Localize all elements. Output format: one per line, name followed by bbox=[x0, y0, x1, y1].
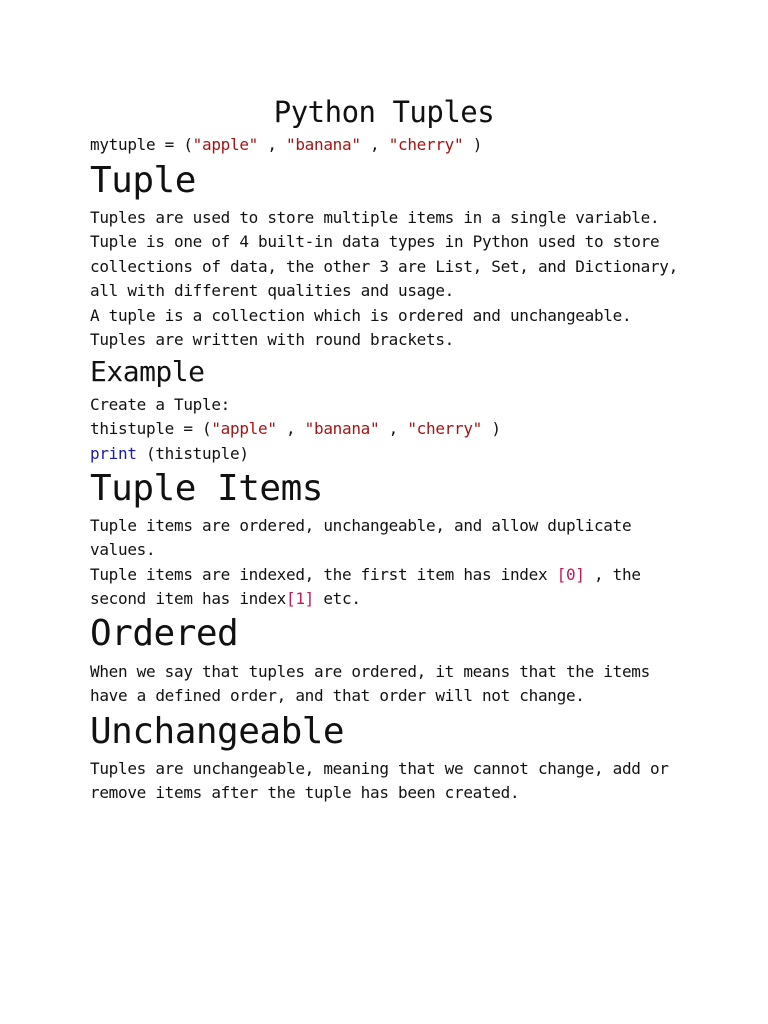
print-keyword: print bbox=[90, 443, 137, 463]
separator: , bbox=[258, 135, 287, 154]
example-caption: Create a Tuple: bbox=[90, 395, 230, 414]
paragraph-line: have a defined order, and that order will not change. bbox=[90, 686, 585, 706]
code-close: ) bbox=[482, 419, 501, 439]
section-heading-example: Example bbox=[90, 355, 205, 388]
paragraph-line: remove items after the tuple has been created. bbox=[90, 783, 520, 803]
section-heading-tuple-items: Tuple Items bbox=[90, 468, 323, 509]
tuple-items-body bbox=[90, 514, 690, 612]
paragraph-line: Tuple is one of 4 built-in data types in Python used to store bbox=[90, 232, 660, 252]
ordered-body bbox=[90, 660, 690, 709]
string-literal: "cherry" bbox=[388, 135, 464, 154]
print-argument: (thistuple) bbox=[136, 443, 249, 463]
paragraph-line: Tuples are written with round brackets. bbox=[90, 330, 454, 350]
intro-code-block bbox=[90, 133, 690, 157]
unchangeable-section bbox=[90, 710, 690, 754]
paragraph-line: values. bbox=[90, 540, 156, 560]
string-literal: "banana" bbox=[286, 135, 361, 154]
tuple-description bbox=[90, 206, 690, 352]
page-title: Python Tuples bbox=[273, 95, 495, 129]
paragraph-line: all with different qualities and usage. bbox=[90, 281, 454, 301]
example-section bbox=[90, 355, 690, 389]
code-line-print bbox=[90, 442, 690, 466]
code-line-mytuple bbox=[90, 133, 690, 157]
index-literal: [1] bbox=[286, 589, 314, 609]
section-heading-ordered: Ordered bbox=[90, 613, 239, 654]
paragraph-line: When we say that tuples are ordered, it means that the items bbox=[90, 662, 650, 681]
text-fragment: etc. bbox=[314, 589, 361, 609]
paragraph-line: collections of data, the other 3 are List, Set, and Dictionary, bbox=[90, 256, 678, 276]
section-heading-tuple: Tuple bbox=[90, 160, 196, 201]
example-body bbox=[90, 393, 690, 466]
separator: , bbox=[379, 419, 408, 439]
section-heading-unchangeable: Unchangeable bbox=[90, 711, 345, 752]
separator: , bbox=[360, 135, 389, 154]
paragraph-line bbox=[90, 563, 690, 587]
separator: , bbox=[276, 419, 305, 439]
unchangeable-body bbox=[90, 757, 690, 806]
paragraph-line: Tuple items are ordered, unchangeable, and allow duplicate bbox=[90, 516, 632, 535]
ordered-section bbox=[90, 612, 690, 656]
text-fragment: Tuple items are indexed, the first item has index bbox=[90, 564, 557, 584]
string-literal: "cherry" bbox=[407, 419, 483, 439]
tuple-items-section bbox=[90, 467, 690, 511]
paragraph-line: Tuples are unchangeable, meaning that we cannot change, add or bbox=[90, 759, 669, 778]
code-lhs: thistuple = ( bbox=[90, 419, 212, 439]
string-literal: "banana" bbox=[304, 419, 380, 439]
paragraph-line bbox=[90, 587, 690, 611]
paragraph-line: A tuple is a collection which is ordered and unchangeable. bbox=[90, 305, 632, 325]
text-fragment: second item has index bbox=[90, 589, 286, 609]
code-lhs: mytuple = ( bbox=[90, 135, 193, 154]
tuple-section bbox=[90, 159, 690, 203]
code-close: ) bbox=[463, 135, 483, 154]
index-literal: [0] bbox=[556, 564, 585, 584]
string-literal: "apple" bbox=[211, 419, 277, 439]
text-fragment: , the bbox=[584, 564, 641, 584]
paragraph-line: Tuples are used to store multiple items in a single variable. bbox=[90, 208, 660, 227]
code-line-thistuple bbox=[90, 417, 690, 441]
string-literal: "apple" bbox=[192, 135, 259, 154]
